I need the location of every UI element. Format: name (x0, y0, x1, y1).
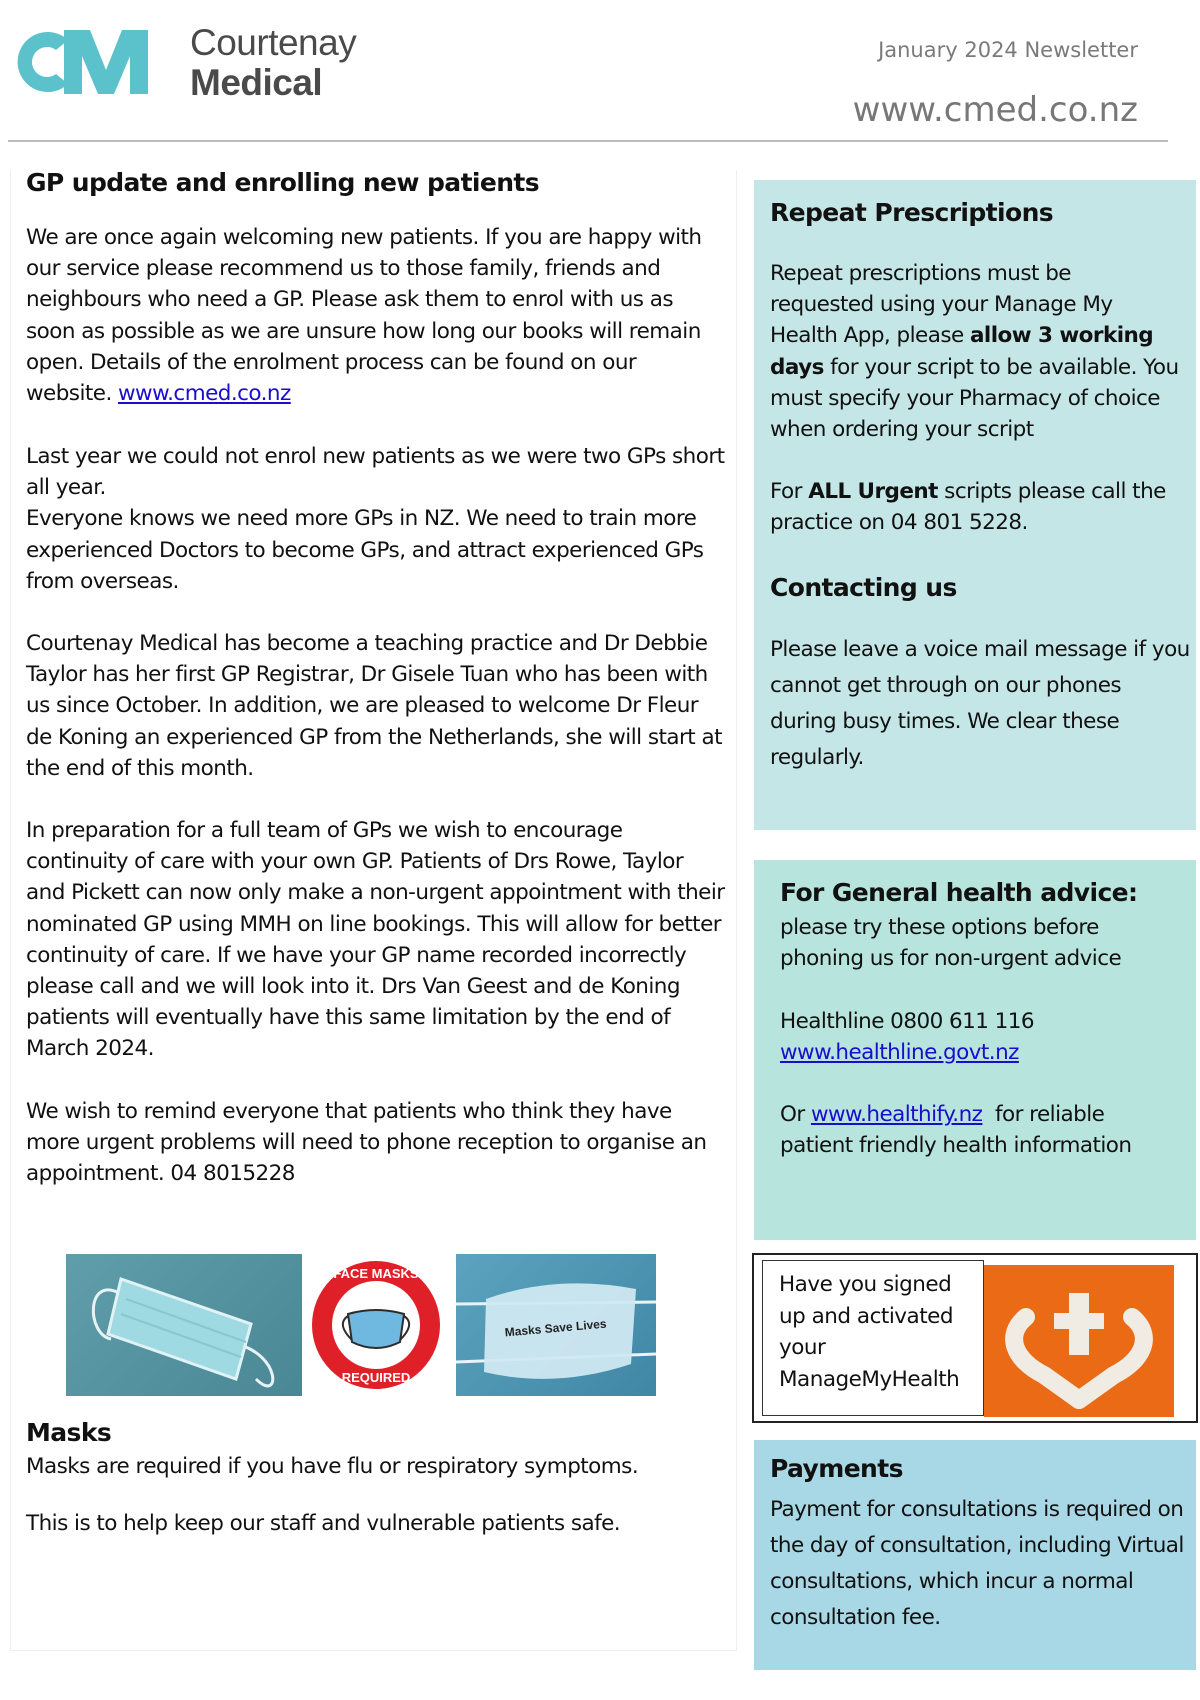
newsletter-issue: January 2024 Newsletter (878, 38, 1138, 62)
urgent-text-b: scripts please call the practice on 04 801 5228. (770, 479, 1166, 536)
paragraph-shortage (26, 441, 726, 597)
healthify-text (780, 1099, 1180, 1161)
urgent-text-a: For (770, 479, 809, 504)
healthline-phone: Healthline 0800 611 116 (780, 1009, 1035, 1034)
healthline-link[interactable]: www.healthline.govt.nz (780, 1040, 1019, 1065)
general-advice-intro: please try these options before phoning us for non-urgent advice (780, 915, 1122, 972)
header-divider (8, 140, 1168, 142)
repeat-prescriptions-text (770, 258, 1180, 445)
paragraph-welcome (26, 222, 726, 409)
general-health-advice-box (754, 860, 1196, 1240)
rx-text-a: Repeat prescriptions must be requested using your Manage My Health App, please (770, 261, 1113, 349)
paragraph-welcome-text: We are once again welcoming new patients. If you are happy with our service please recommend us to those family, friends and neighbours who need a GP. Please ask them to enrol with us as soon as possible as we are unsure how long our books will remain open. Details of the enrolment process can be found on our website. (26, 225, 702, 407)
rx-bold-allow-days: allow 3 working days (770, 323, 1154, 380)
surgical-mask-photo (66, 1254, 302, 1396)
urgent-bold: ALL Urgent (808, 479, 938, 504)
masks-title: Masks (26, 1418, 112, 1447)
healthline-link-wrap (780, 1037, 1019, 1068)
masks-save-lives-photo (456, 1254, 656, 1396)
paragraph-teaching-practice: Courtenay Medical has become a teaching practice and Dr Debbie Taylor has her first GP Registrar, Dr Gisele Tuan who has been with us since October. In addition, we are pleased to welcome Dr Fleur de Koning an experienced GP from the Netherlands, she will start at the end of this month. (26, 631, 722, 781)
svg-text:Masks Save Lives: Masks Save Lives (504, 1316, 608, 1340)
cm-logo-icon (6, 26, 174, 98)
mask-required-icon (308, 1254, 444, 1396)
managemyhealth-promo[interactable] (752, 1253, 1198, 1423)
managemyhealth-prompt: Have you signed up and activated your ManageMyHealth (762, 1260, 984, 1416)
healthify-or: Or (780, 1102, 811, 1127)
cmed-link[interactable]: www.cmed.co.nz (118, 381, 291, 407)
contacting-us-text: Please leave a voice mail message if you cannot get through on our phones during busy times. We clear these regularly. (770, 637, 1190, 770)
urgent-scripts-text (770, 476, 1185, 538)
healthify-rest: for reliable patient friendly health information (780, 1102, 1132, 1159)
payments-title: Payments (770, 1454, 903, 1483)
header-website[interactable]: www.cmed.co.nz (852, 90, 1138, 130)
general-advice-title: For General health advice: (780, 878, 1138, 907)
surgical-mask-icon (66, 1254, 302, 1396)
repeat-prescriptions-title: Repeat Prescriptions (770, 198, 1054, 227)
repeat-prescriptions-box (754, 180, 1196, 830)
paragraph-urgent-problems: We wish to remind everyone that patients who think they have more urgent problems will need to phone reception to organise an appointment. 04 8015228 (26, 1099, 707, 1187)
managemyhealth-logo[interactable] (984, 1265, 1174, 1417)
face-masks-required-badge (308, 1254, 444, 1396)
rx-text-b: for your script to be available. You must specify your Pharmacy of choice when ordering your script (770, 354, 1179, 443)
mask-images-strip (66, 1254, 656, 1396)
logo-text-courtenay: Courtenay (190, 22, 357, 63)
masks-safety-text: This is to help keep our staff and vulnerable patients safe. (26, 1511, 621, 1536)
paragraph-shortage-line2: Everyone knows we need more GPs in NZ. We need to train more experienced Doctors to become GPs, and attract experienced GPs from overseas. (26, 506, 704, 594)
paragraph-continuity-of-care: In preparation for a full team of GPs we wish to encourage continuity of care with your own GP. Patients of Drs Rowe, Taylor and Pickett can now only make a non-urgent appointment with their nominated GP using MMH on line bookings. This will allow for better continuity of care. If we have your GP name recorded incorrectly please call and we will look into it. Drs Van Geest and de Koning patients will eventually have this same limitation by the end of March 2024. (26, 818, 725, 1062)
healthify-link[interactable]: www.healthify.nz (810, 1102, 983, 1127)
svg-text:FACE MASKS: FACE MASKS (333, 1266, 419, 1281)
contacting-us-title: Contacting us (770, 573, 957, 602)
cm-logo-mark (6, 26, 174, 98)
svg-text:REQUIRED: REQUIRED (341, 1370, 411, 1385)
logo-text-medical: Medical (190, 62, 323, 103)
payments-text: Payment for consultations is required on the day of consultation, including Virtual consultations, which incur a normal consultation fee. (770, 1497, 1184, 1630)
main-article-title: GP update and enrolling new patients (26, 168, 540, 197)
mask-save-lives-icon (456, 1254, 656, 1396)
paragraph-shortage-line1: Last year we could not enrol new patients as we were two GPs short all year. (26, 444, 725, 501)
masks-required-text: Masks are required if you have flu or respiratory symptoms. (26, 1454, 639, 1479)
heart-cross-icon (984, 1265, 1174, 1417)
payments-box (754, 1440, 1196, 1670)
